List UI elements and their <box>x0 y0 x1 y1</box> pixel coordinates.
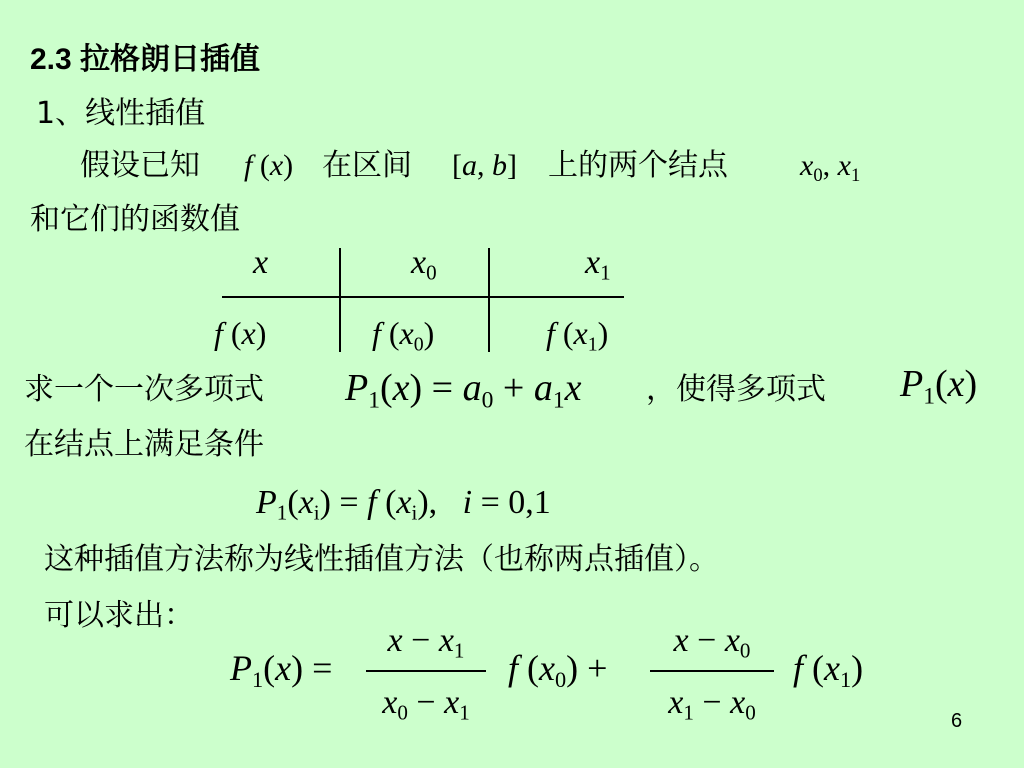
table-vline-2 <box>488 248 490 352</box>
para2-text-3: 在结点上满足条件 <box>24 427 264 462</box>
para2-text-1: 求一个一次多项式 <box>24 372 264 407</box>
para1-text-3: 上的两个结点 <box>548 148 728 183</box>
para2-text-2: ，使得多项式 <box>646 372 826 407</box>
table-cell-fx0: f $(x_0)$ <box>372 315 435 356</box>
math-p1-x: $P_1(x)$ <box>900 363 978 410</box>
table-cell-fx1: f $(x_1)$ <box>546 315 609 356</box>
table-cell-fx: f (x) <box>214 315 267 351</box>
math-p1-def: $P_1(x) = a_0 + a_1x$ <box>345 367 582 414</box>
table-vline-1 <box>339 248 341 352</box>
math-fx: f (x) <box>244 149 294 182</box>
table-header-x0: $x_0$ <box>411 244 437 285</box>
table-hline <box>222 296 624 298</box>
frac1-numerator: $x - x_1$ <box>387 622 465 663</box>
math-nodes: $x_0$, $x_1$ <box>800 149 861 186</box>
frac2-numerator: $x - x_0$ <box>673 622 751 663</box>
frac2-bar <box>650 670 774 672</box>
para1-text-2: 在区间 <box>322 148 412 183</box>
subsection-heading: 1、线性插值 <box>36 96 206 131</box>
para1-text-1: 假设已知 <box>80 148 200 183</box>
formula-f-x0: f $(x_0)$ + <box>508 648 608 693</box>
math-interval: [a, b] <box>452 149 517 182</box>
frac1-denominator: $x_0 - x_1$ <box>382 684 470 725</box>
formula-f-x1: f $(x_1)$ <box>793 648 864 693</box>
math-condition: $P_1(x_i) = f$ $(x_i)$, i = 0,1 <box>256 484 551 525</box>
para4-text: 可以求出： <box>44 598 194 633</box>
table-header-x: x <box>253 244 269 281</box>
page-number: 6 <box>951 710 963 732</box>
slide-title: 2.3 拉格朗日插值 <box>30 43 261 76</box>
para3-text: 这种插值方法称为线性插值方法（也称两点插值）。 <box>44 542 719 577</box>
formula-lhs: $P_1(x)$ = <box>230 648 333 693</box>
frac2-denominator: $x_1 - x_0$ <box>668 684 756 725</box>
frac1-bar <box>366 670 486 672</box>
para1-text-4: 和它们的函数值 <box>30 202 240 237</box>
table-header-x1: $x_1$ <box>585 244 611 285</box>
